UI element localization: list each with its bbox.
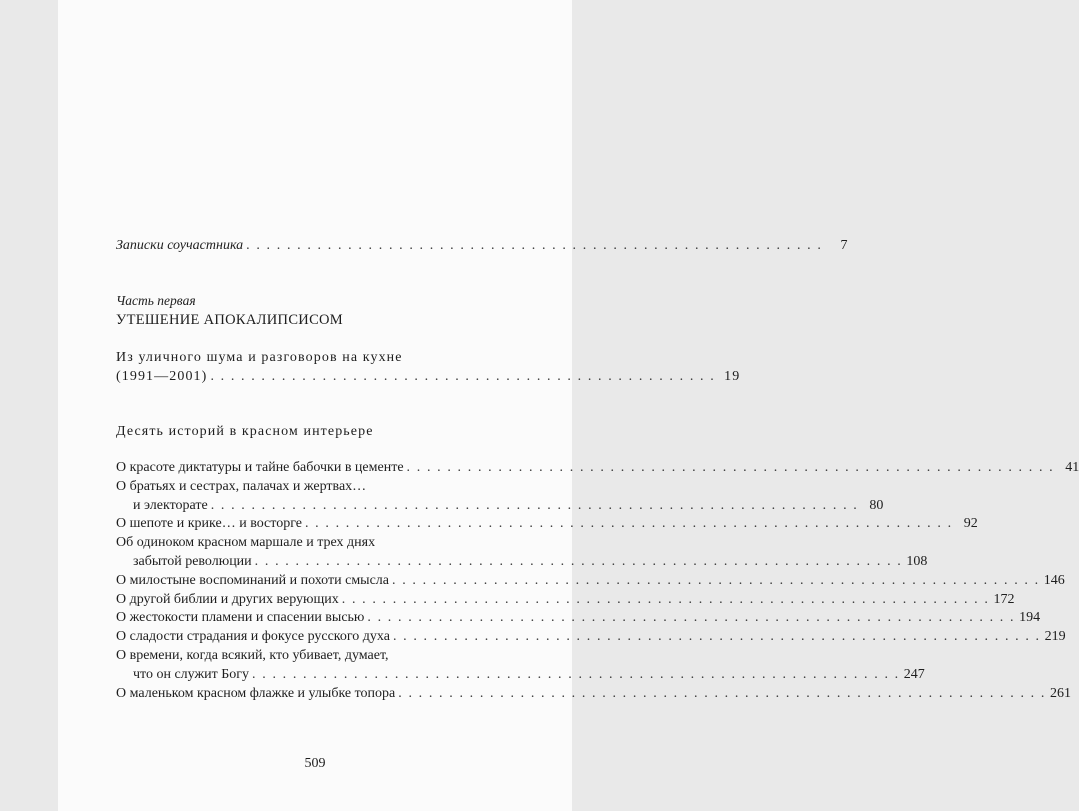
toc-entry-intro [116,237,848,256]
toc-entry-page: 172 [993,591,1015,607]
leader-dots: . . . . . . . . . . . . . . . . . . . . . . . . . . . . . . . . . . . . . . . . . . . . . . . . . . . . . . . . . . . . . . . . [304,516,953,532]
toc-entry-page: 219 [1044,629,1066,645]
toc-entry [116,591,1015,610]
toc-entry-page: 41 [1065,460,1079,475]
leader-dots: . . . . . . . . . . . . . . . . . . . . . . . . . . . . . . . . . . . . . . . . . . . . . . . . . . . . . . . . . . . . . . . . [367,610,1016,626]
toc-entry-page: 80 [869,497,884,513]
section-title-line2: (1991—2001) [116,369,208,384]
toc-entry-title: Записки соучастника [116,238,244,253]
section-title-line1: Из уличного шума и разговоров на кухне [116,350,403,365]
toc-entry [116,515,978,534]
toc-entry [116,628,1066,647]
toc-entry-title: О жестокости пламени и спасении высью [116,610,365,626]
toc-entry-page: 108 [906,553,928,569]
part-title: УТЕШЕНИЕ АПОКАЛИПСИСОМ [116,312,344,328]
toc-entry-title: О милостыне воспоминаний и похоти смысла [116,572,389,588]
leader-dots: . . . . . . . . . . . . . . . . . . . . . . . . . . . . . . . . . . . . . . . . . . . . . . . . . . . . . . . . . [246,238,823,253]
toc-entry-title: О маленьком красном флажке и улыбке топора [116,685,396,701]
leader-dots: . . . . . . . . . . . . . . . . . . . . . . . . . . . . . . . . . . . . . . . . . . . . . . . . . . . . . . . . . . . . . . . . [392,629,1041,645]
leader-dots: . . . . . . . . . . . . . . . . . . . . . . . . . . . . . . . . . . . . . . . . . . . . . . . . . . . . . . . . . . . . . . . . [406,460,1055,475]
leader-dots: . . . . . . . . . . . . . . . . . . . . . . . . . . . . . . . . . . . . . . . . . . . . . . . . . . . . . . . . . . . . . . . . [341,591,990,607]
toc-list [116,459,1079,703]
leader-dots: . . . . . . . . . . . . . . . . . . . . . . . . . . . . . . . . . . . . . . . . . . . . . . . . . . . . . . . . . . . . . . . . [252,666,900,682]
leader-dots: . . . . . . . . . . . . . . . . . . . . . . . . . . . . . . . . . . . . . . . . . . . . . . . . . . [210,369,716,384]
toc-entry-title: забытой революции [133,553,252,569]
toc-entry-page: 19 [724,369,741,384]
toc-entry-title: О красоте диктатуры и тайне бабочки в цементе [116,460,404,475]
toc-entry-title: О шепоте и крике… и восторге [116,516,302,532]
toc-entry-section1 [116,368,741,387]
part-label: Часть первая [116,293,196,308]
toc-entry-title: Об одиноком красном маршале и трех днях [116,535,376,551]
toc-entry [116,685,1071,704]
toc-entry-page: 7 [840,238,848,253]
toc-entry-title: О другой библии и других верующих [116,591,339,607]
toc-entry-page: 194 [1019,610,1041,626]
leader-dots: . . . . . . . . . . . . . . . . . . . . . . . . . . . . . . . . . . . . . . . . . . . . . . . . . . . . . . . . . . . . . . . . [398,685,1046,701]
toc-entry-page: 247 [903,666,925,682]
toc-entry-title: О сладости страдания и фокусе русского духа [116,629,390,645]
toc-entry-title: что он служит Богу [133,666,250,682]
section-title: Десять историй в красном интерьере [116,424,374,439]
book-page [58,0,1079,811]
toc-entry-title: О времени, когда всякий, кто убивает, думает, [116,647,389,663]
page-number: 509 [304,756,326,771]
toc-entry [116,534,928,572]
toc-entry [116,478,884,516]
toc-entry [116,459,1079,478]
toc-entry-title: О братьях и сестрах, палачах и жертвах… [116,478,367,494]
toc-entry [116,647,925,685]
toc-entry [116,572,1065,591]
toc-entry-title: и электорате [133,497,208,513]
leader-dots: . . . . . . . . . . . . . . . . . . . . . . . . . . . . . . . . . . . . . . . . . . . . . . . . . . . . . . . . . . . . . . . . [254,553,903,569]
toc-entry-page: 146 [1043,572,1065,588]
leader-dots: . . . . . . . . . . . . . . . . . . . . . . . . . . . . . . . . . . . . . . . . . . . . . . . . . . . . . . . . . . . . . . . . [210,497,859,513]
leader-dots: . . . . . . . . . . . . . . . . . . . . . . . . . . . . . . . . . . . . . . . . . . . . . . . . . . . . . . . . . . . . . . . . [392,572,1040,588]
toc-entry [116,609,1041,628]
toc-entry-page: 92 [963,516,978,532]
toc-entry-page: 261 [1049,685,1071,701]
